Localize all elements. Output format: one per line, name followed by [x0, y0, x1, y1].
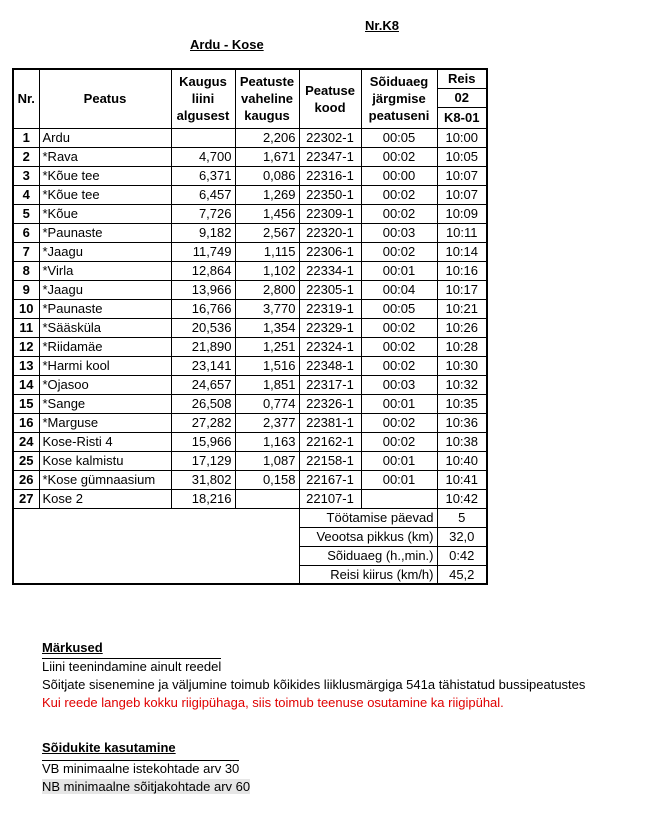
row-code: 22316-1: [299, 166, 361, 185]
col-trip-header-num: 02: [437, 88, 487, 107]
row-between: 1,115: [235, 242, 299, 261]
row-travel: 00:02: [361, 242, 437, 261]
row-code: 22348-1: [299, 356, 361, 375]
row-time: 10:28: [437, 337, 487, 356]
row-distance: [171, 128, 235, 147]
row-between: [235, 489, 299, 508]
summary-label: Reisi kiirus (km/h): [299, 565, 437, 584]
row-time: 10:36: [437, 413, 487, 432]
row-distance: 4,700: [171, 147, 235, 166]
col-travel-header: [361, 69, 437, 128]
col-travel-line3: peatuseni: [368, 108, 430, 124]
col-travel-line2: järgmise: [372, 91, 426, 107]
row-stop: *Riidamäe: [39, 337, 171, 356]
row-nr: 27: [13, 489, 39, 508]
row-distance: 6,457: [171, 185, 235, 204]
row-stop: Kose-Risti 4: [39, 432, 171, 451]
vehicles-title: Sõidukite kasutamine: [42, 740, 176, 755]
row-time: 10:00: [437, 128, 487, 147]
row-distance: 27,282: [171, 413, 235, 432]
col-distance-line2: liini: [191, 91, 215, 107]
row-time: 10:14: [437, 242, 487, 261]
col-between-header: [235, 69, 299, 128]
row-time: 10:35: [437, 394, 487, 413]
row-between: 2,567: [235, 223, 299, 242]
row-distance: 26,508: [171, 394, 235, 413]
row-distance: 15,966: [171, 432, 235, 451]
table-row: [13, 147, 487, 166]
row-distance: 6,371: [171, 166, 235, 185]
row-stop: *Rava: [39, 147, 171, 166]
row-travel: 00:01: [361, 470, 437, 489]
row-code: 22309-1: [299, 204, 361, 223]
row-distance: 12,864: [171, 261, 235, 280]
row-distance: 18,216: [171, 489, 235, 508]
row-distance: 23,141: [171, 356, 235, 375]
table-row: [13, 223, 487, 242]
row-between: 1,251: [235, 337, 299, 356]
row-travel: 00:02: [361, 318, 437, 337]
row-code: 22381-1: [299, 413, 361, 432]
row-travel: 00:01: [361, 451, 437, 470]
row-code: 22302-1: [299, 128, 361, 147]
col-distance-line1: Kaugus: [179, 74, 227, 90]
table-row: [13, 394, 487, 413]
row-nr: 10: [13, 299, 39, 318]
row-between: 1,163: [235, 432, 299, 451]
row-stop: *Sääsküla: [39, 318, 171, 337]
row-between: 1,102: [235, 261, 299, 280]
row-time: 10:17: [437, 280, 487, 299]
table-row: [13, 185, 487, 204]
row-between: 2,206: [235, 128, 299, 147]
notes-line-3: Kui reede langeb kokku riigipühaga, siis toimub teenuse osutamine ka riigipühal.: [42, 695, 504, 710]
row-nr: 24: [13, 432, 39, 451]
row-nr: 11: [13, 318, 39, 337]
row-time: 10:16: [437, 261, 487, 280]
row-nr: 1: [13, 128, 39, 147]
timetable: [12, 68, 488, 585]
col-distance-header: [171, 69, 235, 128]
vehicles-line-2: NB minimaalne sõitjakohtade arv 60: [42, 779, 251, 794]
row-stop: *Kose gümnaasium: [39, 470, 171, 489]
row-travel: 00:02: [361, 356, 437, 375]
row-stop: *Ojasoo: [39, 375, 171, 394]
table-row: [13, 242, 487, 261]
notes-line-2: Sõitjate sisenemine ja väljumine toimub kõikides liiklusmärgiga 541a tähistatud bussipeatustes: [42, 677, 586, 692]
table-row: [13, 432, 487, 451]
notes-line-1: Liini teenindamine ainult reedel: [42, 659, 222, 674]
row-nr: 13: [13, 356, 39, 375]
row-travel: 00:02: [361, 147, 437, 166]
col-code-line2: kood: [314, 99, 346, 115]
row-nr: 9: [13, 280, 39, 299]
row-travel: 00:02: [361, 337, 437, 356]
row-stop: *Paunaste: [39, 299, 171, 318]
row-time: 10:09: [437, 204, 487, 223]
col-trip-code-header: K8-01: [437, 107, 487, 128]
table-row: [13, 128, 487, 147]
col-nr-header: Nr.: [13, 69, 39, 128]
row-between: 2,377: [235, 413, 299, 432]
row-time: 10:42: [437, 489, 487, 508]
row-time: 10:07: [437, 185, 487, 204]
table-row: [13, 337, 487, 356]
row-travel: 00:05: [361, 128, 437, 147]
row-travel: [361, 489, 437, 508]
row-code: 22158-1: [299, 451, 361, 470]
col-distance-line3: algusest: [176, 108, 230, 124]
row-code: 22107-1: [299, 489, 361, 508]
col-between-line1: Peatuste: [239, 74, 295, 90]
row-between: 0,774: [235, 394, 299, 413]
row-travel: 00:01: [361, 394, 437, 413]
row-stop: Kose 2: [39, 489, 171, 508]
row-between: 1,671: [235, 147, 299, 166]
row-code: 22319-1: [299, 299, 361, 318]
row-code: 22305-1: [299, 280, 361, 299]
row-code: 22162-1: [299, 432, 361, 451]
summary-label: Veootsa pikkus (km): [299, 527, 437, 546]
row-travel: 00:01: [361, 261, 437, 280]
row-time: 10:11: [437, 223, 487, 242]
row-stop: *Jaagu: [39, 280, 171, 299]
row-distance: 16,766: [171, 299, 235, 318]
table-row: [13, 261, 487, 280]
table-row: [13, 280, 487, 299]
row-time: 10:38: [437, 432, 487, 451]
table-row: [13, 375, 487, 394]
row-distance: 21,890: [171, 337, 235, 356]
notes-section: [42, 640, 585, 710]
table-row: [13, 470, 487, 489]
row-between: 0,086: [235, 166, 299, 185]
row-between: 1,851: [235, 375, 299, 394]
row-nr: 5: [13, 204, 39, 223]
row-travel: 00:04: [361, 280, 437, 299]
col-code-line1: Peatuse: [305, 82, 355, 98]
row-between: 1,269: [235, 185, 299, 204]
row-distance: 13,966: [171, 280, 235, 299]
row-travel: 00:05: [361, 299, 437, 318]
col-trip-header-reis: Reis: [437, 69, 487, 88]
table-row: [13, 318, 487, 337]
row-distance: 17,129: [171, 451, 235, 470]
row-code: 22306-1: [299, 242, 361, 261]
row-time: 10:41: [437, 470, 487, 489]
col-stop-header: Peatus: [39, 69, 171, 128]
summary-body: [13, 508, 487, 584]
row-nr: 8: [13, 261, 39, 280]
table-row: [13, 204, 487, 223]
row-distance: 11,749: [171, 242, 235, 261]
row-nr: 26: [13, 470, 39, 489]
row-nr: 12: [13, 337, 39, 356]
table-row: [13, 413, 487, 432]
row-distance: 20,536: [171, 318, 235, 337]
row-code: 22167-1: [299, 470, 361, 489]
row-stop: *Kõue tee: [39, 166, 171, 185]
row-stop: *Harmi kool: [39, 356, 171, 375]
notes-title: Märkused: [42, 640, 103, 655]
row-between: 1,516: [235, 356, 299, 375]
row-time: 10:26: [437, 318, 487, 337]
summary-label: Töötamise päevad: [299, 508, 437, 527]
row-between: 3,770: [235, 299, 299, 318]
row-distance: 31,802: [171, 470, 235, 489]
col-code-header: [299, 69, 361, 128]
row-nr: 6: [13, 223, 39, 242]
row-stop: Ardu: [39, 128, 171, 147]
row-code: 22350-1: [299, 185, 361, 204]
row-travel: 00:03: [361, 375, 437, 394]
table-row: [13, 451, 487, 470]
row-travel: 00:00: [361, 166, 437, 185]
table-row: [13, 489, 487, 508]
row-stop: *Virla: [39, 261, 171, 280]
col-between-line3: kaugus: [244, 108, 290, 124]
row-distance: 24,657: [171, 375, 235, 394]
row-nr: 4: [13, 185, 39, 204]
row-nr: 15: [13, 394, 39, 413]
row-nr: 3: [13, 166, 39, 185]
row-between: 1,354: [235, 318, 299, 337]
row-time: 10:40: [437, 451, 487, 470]
summary-label: Sõiduaeg (h.,min.): [299, 546, 437, 565]
row-between: 0,158: [235, 470, 299, 489]
row-code: 22320-1: [299, 223, 361, 242]
route-name: Ardu - Kose: [190, 37, 264, 52]
row-time: 10:21: [437, 299, 487, 318]
summary-row: [13, 508, 487, 527]
vehicles-section: [42, 740, 250, 794]
row-time: 10:07: [437, 166, 487, 185]
summary-blank: [13, 508, 299, 584]
row-distance: 7,726: [171, 204, 235, 223]
row-travel: 00:02: [361, 432, 437, 451]
row-between: 2,800: [235, 280, 299, 299]
row-code: 22317-1: [299, 375, 361, 394]
row-code: 22334-1: [299, 261, 361, 280]
row-travel: 00:02: [361, 413, 437, 432]
col-travel-line1: Sõiduaeg: [369, 74, 429, 90]
row-stop: *Kõue tee: [39, 185, 171, 204]
summary-value: 32,0: [437, 527, 487, 546]
row-travel: 00:03: [361, 223, 437, 242]
row-stop: *Sange: [39, 394, 171, 413]
col-between-line2: vaheline: [240, 91, 294, 107]
table-row: [13, 299, 487, 318]
row-travel: 00:02: [361, 204, 437, 223]
row-code: 22347-1: [299, 147, 361, 166]
summary-value: 45,2: [437, 565, 487, 584]
route-number: Nr.K8: [365, 18, 399, 33]
row-code: 22329-1: [299, 318, 361, 337]
row-nr: 7: [13, 242, 39, 261]
row-stop: *Marguse: [39, 413, 171, 432]
table-row: [13, 166, 487, 185]
row-code: 22326-1: [299, 394, 361, 413]
row-time: 10:32: [437, 375, 487, 394]
table-row: [13, 356, 487, 375]
timetable-body: [13, 128, 487, 508]
row-nr: 16: [13, 413, 39, 432]
row-time: 10:05: [437, 147, 487, 166]
row-nr: 25: [13, 451, 39, 470]
vehicles-line-1: VB minimaalne istekohtade arv 30: [42, 761, 240, 776]
row-stop: *Kõue: [39, 204, 171, 223]
row-time: 10:30: [437, 356, 487, 375]
row-stop: *Paunaste: [39, 223, 171, 242]
row-between: 1,087: [235, 451, 299, 470]
summary-value: 5: [437, 508, 487, 527]
row-between: 1,456: [235, 204, 299, 223]
row-stop: Kose kalmistu: [39, 451, 171, 470]
row-stop: *Jaagu: [39, 242, 171, 261]
summary-value: 0:42: [437, 546, 487, 565]
row-nr: 14: [13, 375, 39, 394]
row-code: 22324-1: [299, 337, 361, 356]
row-distance: 9,182: [171, 223, 235, 242]
row-travel: 00:02: [361, 185, 437, 204]
row-nr: 2: [13, 147, 39, 166]
